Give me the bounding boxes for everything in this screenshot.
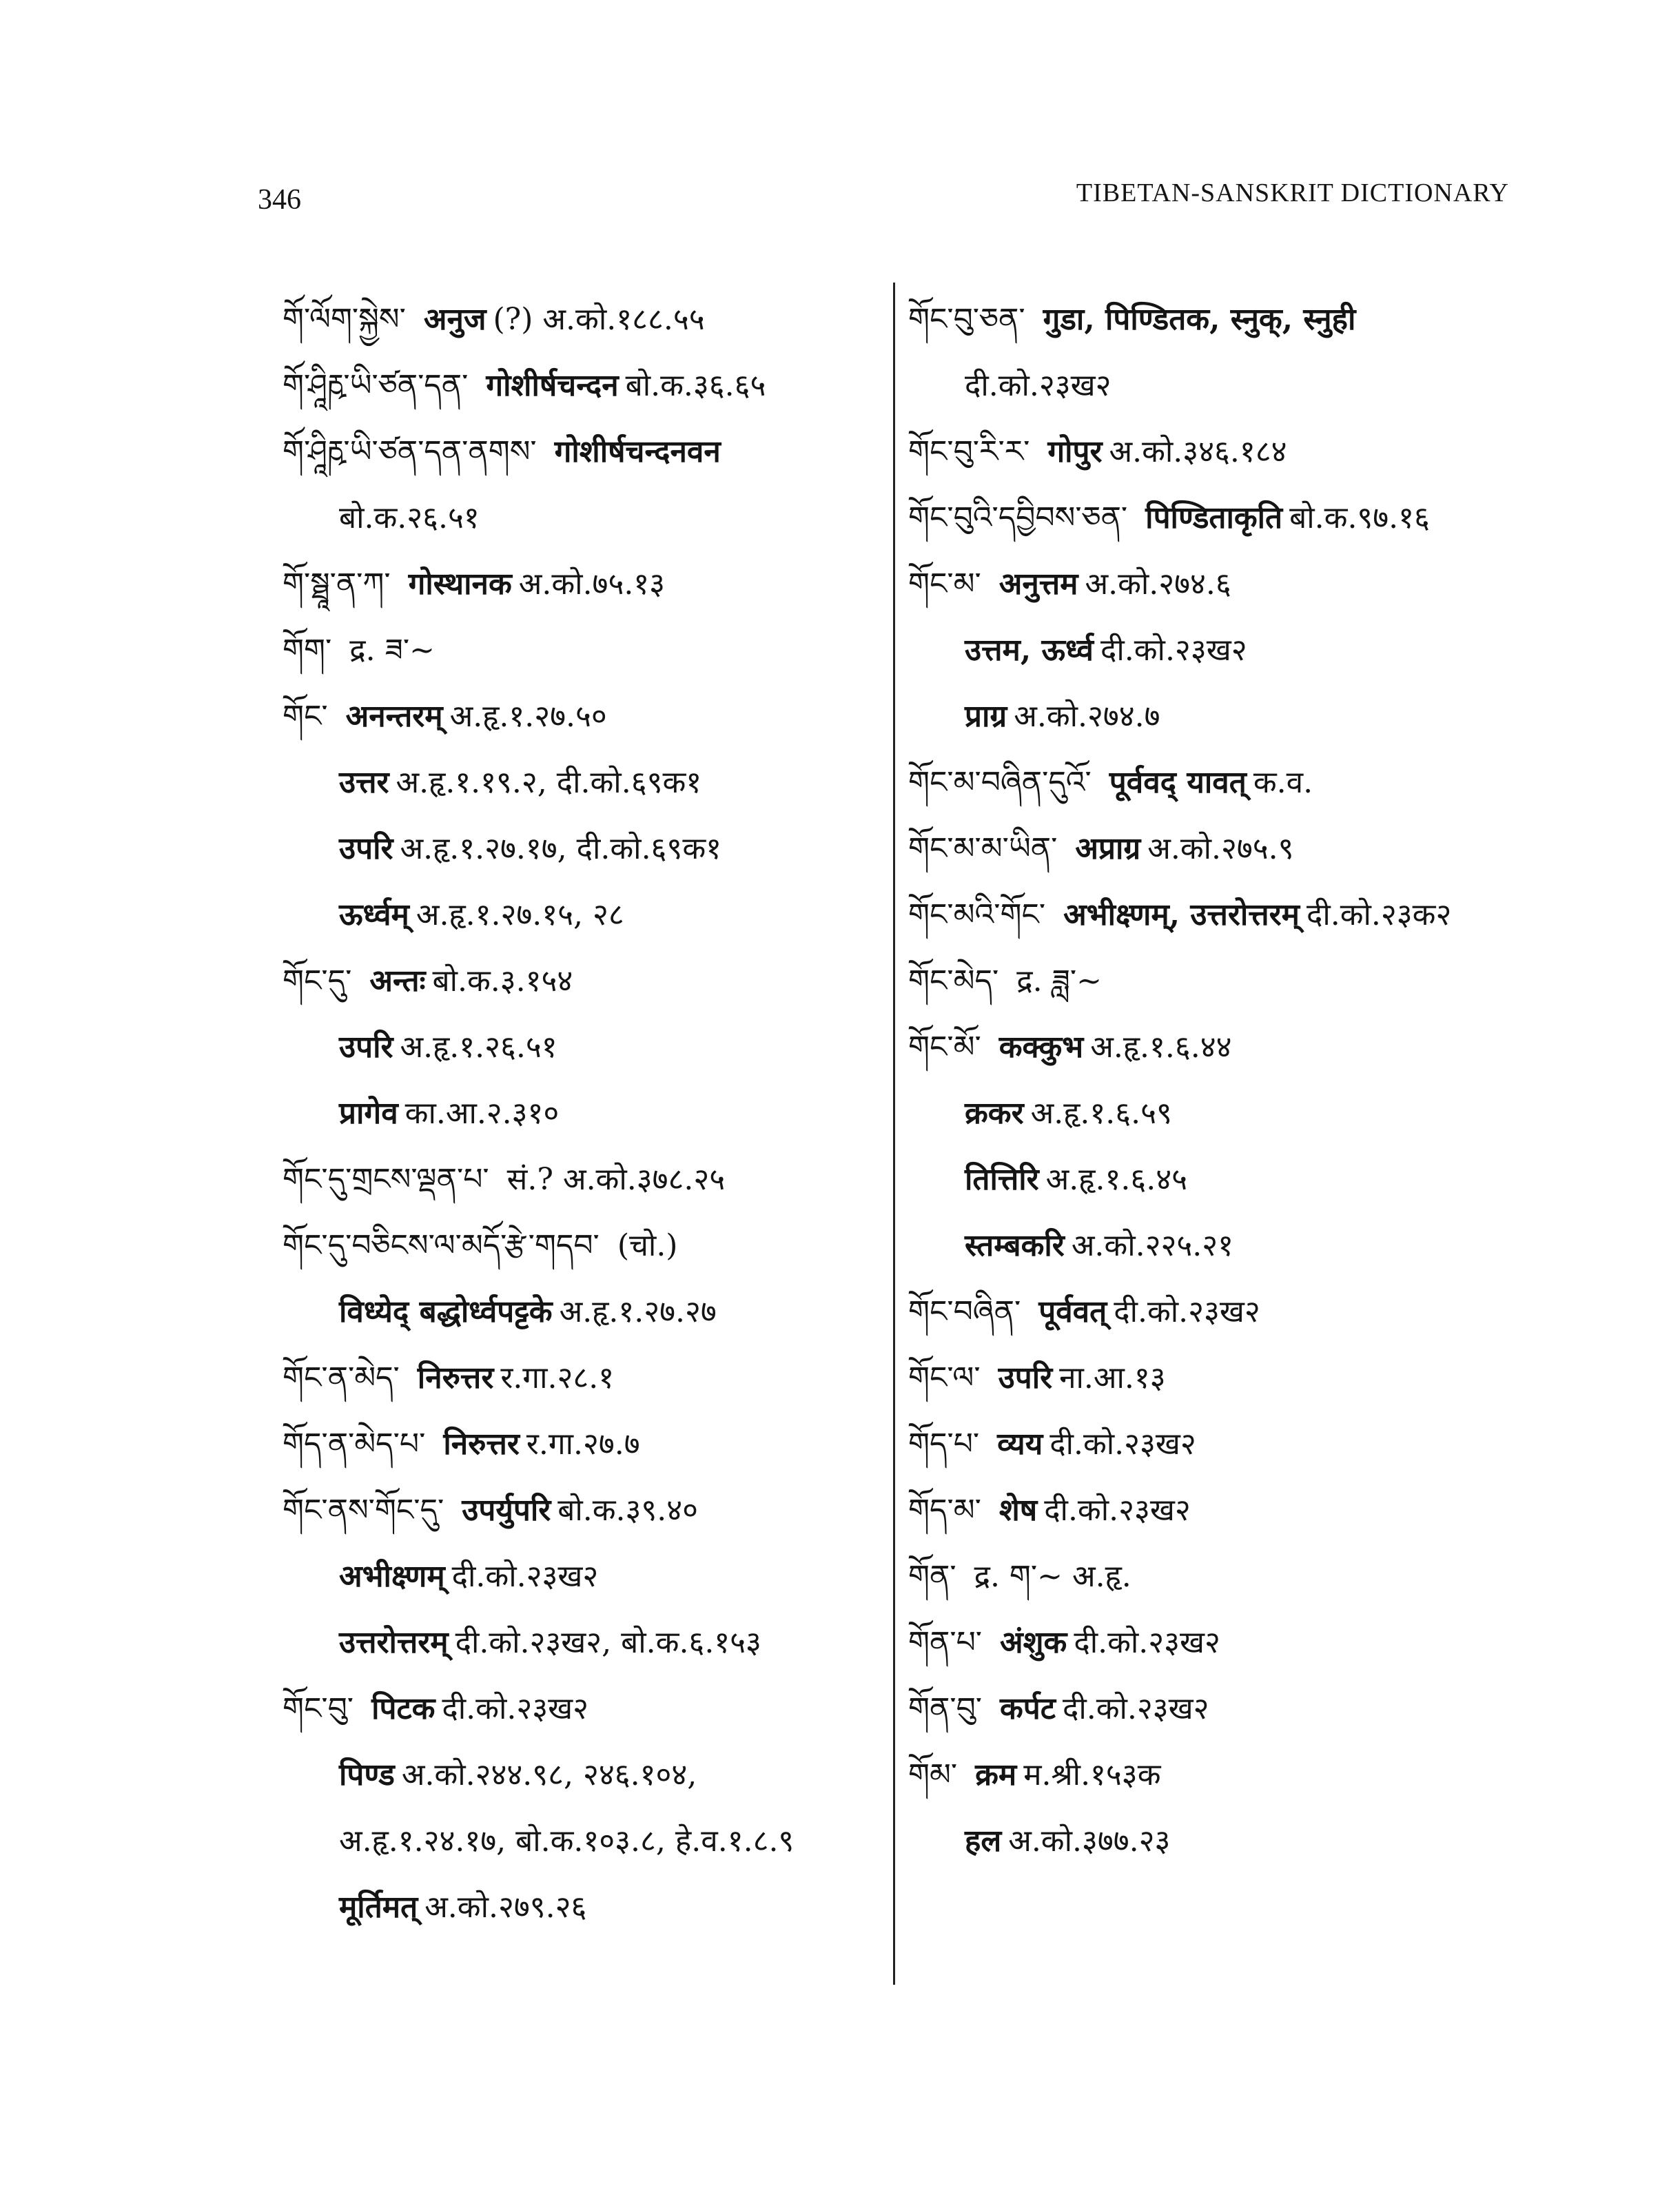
tibetan-headword: གོ་སྠཱ་ན་ཀ་ [283,566,391,602]
source-reference: अ.को.२७९.२६ [424,1890,587,1925]
sanskrit-equivalent: उपर्युपरि [462,1493,551,1528]
dictionary-entry [908,816,1528,882]
tibetan-headword: གོང་བུ་ཅན་ [908,302,1025,337]
source-reference: बो.क.३९.४० [557,1493,699,1528]
tibetan-headword: གོ་ཤཱིརྵ་ཡི་ཙན་དན་ནགས་ [283,434,537,469]
tibetan-headword: གོང་མའི་གོང་ [908,897,1046,932]
entry-continuation [283,1544,923,1610]
source-reference: द्र. ཟླ་~ [1016,963,1103,999]
sanskrit-equivalent: विध्येद् बद्धोर्ध्वपट्टके [339,1294,553,1329]
tibetan-headword: གོང་ནས་གོང་དུ་ [283,1493,444,1528]
entry-continuation [283,1279,923,1345]
tibetan-headword: གོམ་ [908,1757,958,1792]
sanskrit-equivalent: प्राग्र [965,699,1007,734]
entry-continuation [908,684,1528,750]
sanskrit-equivalent: तित्तिरि [965,1162,1039,1197]
sanskrit-equivalent: मूर्तिमत् [339,1890,418,1925]
sanskrit-equivalent: पिटक [371,1691,436,1726]
dictionary-entry [908,551,1528,617]
source-reference: अ.हृ.१.२७.२७ [559,1294,717,1329]
entry-continuation [283,485,923,551]
source-reference: का.आ.२.३१० [404,1096,560,1131]
source-reference: बो.क.३.१५४ [432,963,573,999]
source-reference: दी.को.२३ख२ [1049,1427,1196,1462]
sanskrit-equivalent: व्यय [997,1427,1043,1462]
dictionary-entry [283,1345,923,1411]
dictionary-entry [283,1411,923,1478]
sanskrit-equivalent: अनुज [423,302,486,337]
dictionary-entry [283,1676,923,1742]
sanskrit-equivalent: गुडा, पिण्डितक, स्नुक्, स्नुही [1043,302,1356,337]
sanskrit-equivalent: अनन्तरम् [345,699,443,734]
sanskrit-equivalent: ऊर्ध्वम् [339,897,409,932]
source-reference: म.श्री.१५३क [1023,1757,1161,1792]
source-reference: अ.हृ.१.२७.१७, दी.को.६९क१ [400,831,721,866]
sanskrit-equivalent: गोशीर्षचन्दन [486,368,619,403]
column-divider [893,283,895,1985]
source-reference: (?) अ.को.१८८.५५ [493,302,705,337]
tibetan-headword: གོང་དུ་བཅིངས་ལ་མདོ་རྩེ་གདབ་ [283,1228,600,1263]
source-reference: दी.को.२३ख२ [442,1691,588,1726]
sanskrit-equivalent: कक्कुभ [998,1030,1084,1065]
tibetan-headword: གོན་བུ་ [908,1691,983,1726]
dictionary-entry [283,551,923,617]
sanskrit-equivalent: गोपुर [1047,434,1103,469]
tibetan-headword: གོང་ན་མེད་ [283,1360,400,1396]
tibetan-headword: གོད་པ་ [908,1427,980,1462]
source-reference: अ.को.२७४.६ [1085,566,1231,602]
source-reference: अ.हृ.१.२६.५१ [400,1030,557,1065]
sanskrit-equivalent: पूर्ववत् [1038,1294,1107,1329]
source-reference: अ.हृ.१.२७.५० [449,699,607,734]
entry-continuation [908,1808,1528,1874]
dictionary-entry [908,485,1528,551]
entry-continuation [283,1742,923,1808]
page-number: 346 [258,184,301,216]
sanskrit-equivalent: शेष [998,1493,1038,1528]
entry-continuation [283,882,923,948]
dictionary-entry [908,948,1528,1014]
dictionary-entry [908,1411,1528,1478]
sanskrit-equivalent: उपरि [998,1360,1053,1396]
entry-continuation [283,1874,923,1941]
tibetan-headword: གོད་ན་མེད་པ་ [283,1427,426,1462]
tibetan-headword: གོན་ [908,1559,956,1594]
sanskrit-equivalent: उत्तरोत्तरम् [339,1625,449,1660]
sanskrit-equivalent: पिण्डिताकृति [1145,500,1283,535]
source-reference: क.व. [1253,765,1313,800]
dictionary-entry [283,684,923,750]
source-reference: अ.हृ.१.१९.२, दी.को.६९क१ [396,765,702,800]
sanskrit-equivalent: निरुत्तर [417,1360,494,1396]
source-reference: दी.को.२३ख२ [1062,1691,1209,1726]
source-reference: बो.क.२६.५१ [339,500,480,535]
entry-continuation [283,1014,923,1081]
source-reference: र.गा.२७.७ [526,1427,640,1462]
sanskrit-equivalent: कर्पट [1000,1691,1056,1726]
source-reference: दी.को.२३ख२ [1044,1493,1191,1528]
entry-continuation [283,750,923,816]
sanskrit-equivalent: प्रागेव [339,1096,398,1131]
entry-continuation [908,1213,1528,1279]
source-reference: अ.को.२२५.२१ [1071,1228,1233,1263]
source-reference: द्र. ག་~ अ.हृ. [974,1559,1131,1594]
tibetan-headword: གོང་མ་ [908,566,981,602]
dictionary-entry [283,287,923,353]
source-reference: अ.हृ.१.६.४४ [1090,1030,1232,1065]
source-reference: दी.को.२३ख२ [1114,1294,1260,1329]
dictionary-entry [283,353,923,419]
tibetan-headword: གོང་མེད་ [908,963,999,999]
tibetan-headword: གོང་ལ་ [908,1360,981,1396]
dictionary-entry [908,1478,1528,1544]
sanskrit-equivalent: निरुत्तर [443,1427,520,1462]
tibetan-headword: གོང་བུ་རི་ར་ [908,434,1030,469]
sanskrit-equivalent: क्रम [975,1757,1017,1792]
source-reference: द्र. ཟ་~ [349,633,436,668]
source-reference: अ.को.२४४.९८, २४६.१०४, [401,1757,697,1792]
source-reference: सं.? अ.को.३७८.२५ [506,1162,726,1197]
source-reference: अ.को.३४६.१८४ [1109,434,1287,469]
source-reference: ना.आ.१३ [1059,1360,1166,1396]
source-reference: अ.हृ.१.२७.१५, २८ [416,897,624,932]
entry-continuation [283,1808,923,1874]
sanskrit-equivalent: अभीक्ष्णम् [339,1559,445,1594]
tibetan-headword: གོང་མ་བཞིན་དུའོ་ [908,765,1092,800]
entry-continuation [908,1081,1528,1147]
dictionary-entry [908,1742,1528,1808]
dictionary-entry [283,948,923,1014]
tibetan-headword: གོང་མོ་ [908,1030,981,1065]
sanskrit-equivalent: उत्तर [339,765,389,800]
tibetan-headword: གོང་བུའི་དབྱིབས་ཅན་ [908,500,1128,535]
left-column [283,287,923,1941]
sanskrit-equivalent: उत्तम, ऊर्ध्व [965,633,1094,668]
sanskrit-equivalent: उपरि [339,831,393,866]
entry-continuation [283,816,923,882]
tibetan-headword: གོན་པ་ [908,1625,983,1660]
dictionary-entry [908,1345,1528,1411]
dictionary-entry [283,1147,923,1213]
sanskrit-equivalent: अभीक्ष्णम्, उत्तरोत्तरम् [1063,897,1300,932]
source-reference: अ.को.२७५.९ [1147,831,1294,866]
entry-continuation [908,353,1528,419]
dictionary-entry [908,882,1528,948]
source-reference: अ.हृ.१.६.४५ [1045,1162,1187,1197]
tibetan-headword: གོང་དུ་ [283,963,352,999]
sanskrit-equivalent: हल [965,1823,1002,1859]
entry-continuation [283,1610,923,1676]
running-title: TIBETAN-SANSKRIT DICTIONARY [1076,178,1509,207]
right-column [908,287,1528,1874]
source-reference: दी.को.२३ख२ [1074,1625,1220,1660]
source-reference: अ.को.२७४.७ [1014,699,1160,734]
entry-continuation [908,617,1528,684]
dictionary-entry [283,1213,923,1279]
sanskrit-equivalent: अप्राग्र [1075,831,1141,866]
sanskrit-equivalent: अनुत्तम [998,566,1078,602]
source-reference: दी.को.२३ख२ [1100,633,1247,668]
tibetan-headword: གོང་བུ་ [283,1691,354,1726]
source-reference: अ.हृ.१.६.५९ [1030,1096,1172,1131]
dictionary-entry [283,617,923,684]
sanskrit-equivalent: अंशुक [1000,1625,1067,1660]
dictionary-entry [283,1478,923,1544]
dictionary-entry [908,750,1528,816]
dictionary-entry [908,1279,1528,1345]
source-reference: बो.क.३६.६५ [625,368,766,403]
sanskrit-equivalent: पूर्ववद् यावत् [1109,765,1247,800]
sanskrit-equivalent: पिण्ड [339,1757,395,1792]
source-reference: बो.क.९७.१६ [1289,500,1430,535]
tibetan-headword: གོང་མ་མ་ཡིན་ [908,831,1058,866]
dictionary-entry [283,419,923,485]
tibetan-headword: གོང་དུ་གྲངས་ལྡན་པ་ [283,1162,489,1197]
source-reference: (चो.) [617,1228,678,1263]
source-reference: अ.हृ.१.२४.१७, बो.क.१०३.८, हे.व.१.८.९ [339,1823,795,1859]
source-reference: दी.को.२३ख२ [965,368,1112,403]
tibetan-headword: གོང་ [283,699,328,734]
dictionary-entry [908,1610,1528,1676]
sanskrit-equivalent: गोस्थानक [408,566,512,602]
source-reference: दी.को.२३ख२, बो.क.६.१५३ [455,1625,761,1660]
source-reference: अ.को.७५.१३ [518,566,666,602]
sanskrit-equivalent: उपरि [339,1030,393,1065]
dictionary-entry [908,1544,1528,1610]
source-reference: अ.को.३७७.२३ [1008,1823,1171,1859]
entry-continuation [283,1081,923,1147]
dictionary-entry [908,287,1528,353]
dictionary-entry [908,1014,1528,1081]
sanskrit-equivalent: क्रकर [965,1096,1024,1131]
dictionary-entry [908,419,1528,485]
tibetan-headword: གོ་ལོག་སྐྱེས་ [283,302,406,337]
sanskrit-equivalent: स्तम्बकरि [965,1228,1065,1263]
tibetan-headword: གོང་བཞིན་ [908,1294,1021,1329]
source-reference: र.गा.२८.१ [500,1360,615,1396]
sanskrit-equivalent: गोशीर्षचन्दनवन [554,434,721,469]
tibetan-headword: གོ་ཤཱིརྵ་ཡི་ཙན་དན་ [283,368,469,403]
sanskrit-equivalent: अन्तः [369,963,426,999]
entry-continuation [908,1147,1528,1213]
source-reference: दी.को.२३ख२ [451,1559,599,1594]
dictionary-entry [908,1676,1528,1742]
tibetan-headword: གོད་མ་ [908,1493,981,1528]
source-reference: दी.को.२३क२ [1306,897,1452,932]
tibetan-headword: གོག་ [283,633,332,668]
